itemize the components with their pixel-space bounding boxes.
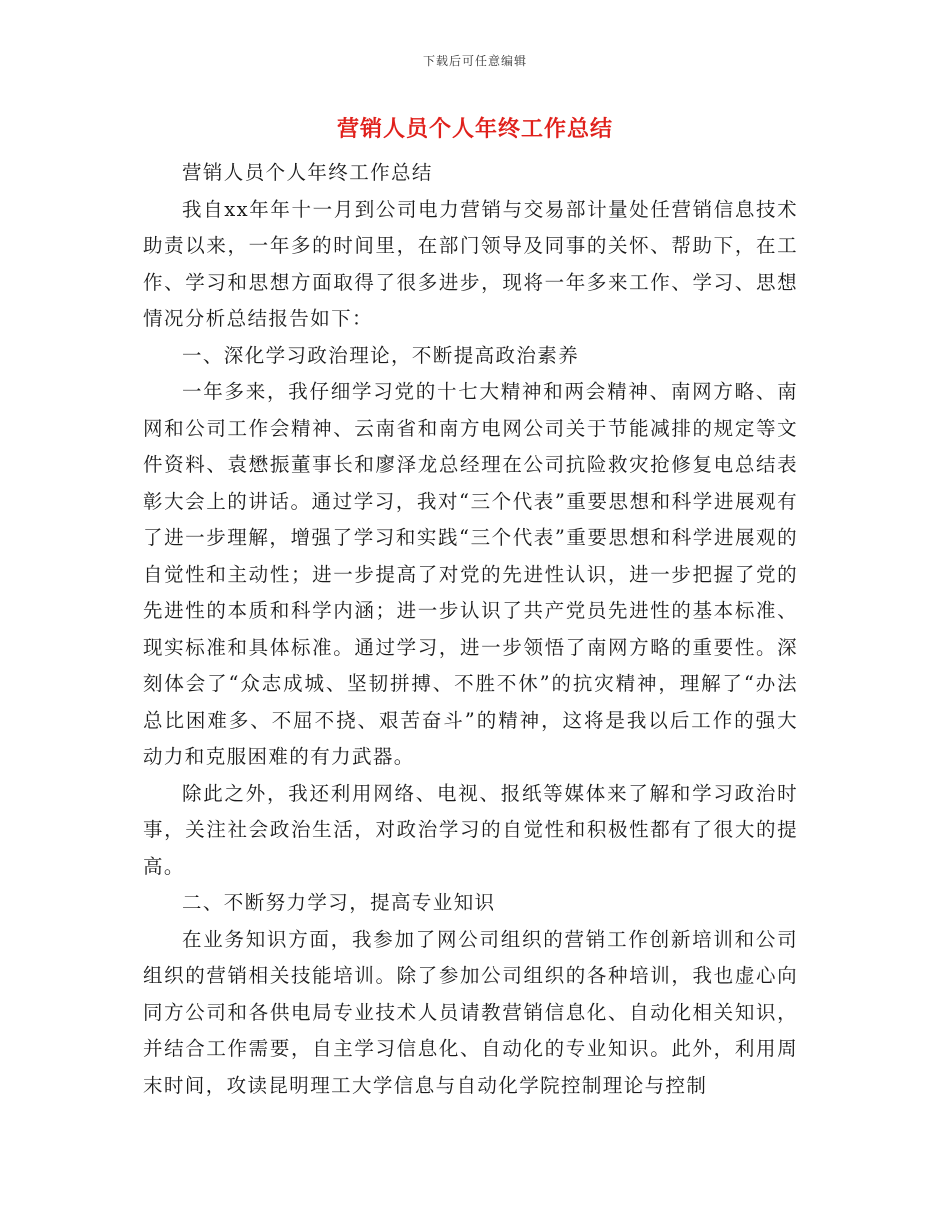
paragraph-section-1-extra: 除此之外，我还利用网络、电视、报纸等媒体来了解和学习政治时事，关注社会政治生活，对政治学习的自觉性和积极性都有了很大的提高。 bbox=[143, 781, 798, 878]
document-title: 营销人员个人年终工作总结 bbox=[336, 116, 613, 142]
paragraph-intro: 我自xx年年十一月到公司电力营销与交易部计量处任营销信息技术助责以来，一年多的时间里，在部门领导及同事的关怀、帮助下，在工作、学习和思想方面取得了很多进步，现将一年多来工作、学习、思想情况分析总结报告如下： bbox=[143, 197, 798, 330]
paragraph-section-2: 在业务知识方面，我参加了网公司组织的营销工作创新培训和公司组织的营销相关技能培训。除了参加公司组织的各种培训，我也虚心向同方公司和各供电局专业技术人员请教营销信息化、自动化相关知识，并结合工作需要，自主学习信息化、自动化的专业知识。此外，利用周末时间，攻读昆明理工大学信息与自动化学院控制理论与控制 bbox=[143, 927, 798, 1097]
paragraph-subtitle: 营销人员个人年终工作总结 bbox=[182, 161, 433, 184]
section-heading-1: 一、深化学习政治理论，不断提高政治素养 bbox=[182, 343, 580, 367]
paragraph-section-1: 一年多来，我仔细学习党的十七大精神和两会精神、南网方略、南网和公司工作会精神、云南省和南方电网公司关于节能减排的规定等文件资料、袁懋振董事长和廖泽龙总经理在公司抗险救灾抢修复电总结表彰大会上的讲话。通过学习，我对“三个代表”重要思想和科学进展观有了进一步理解，增强了学习和实践“三个代表”重要思想和科学进展观的自觉性和主动性；进一步提高了对党的先进性认识，进一步把握了党的先进性的本质和科学内涵；进一步认识了共产党员先进性的基本标准、现实标准和具体标准。通过学习，进一步领悟了南网方略的重要性。深刻体会了“众志成城、坚韧拼搏、不胜不休”的抗灾精神，理解了“办法总比困难多、不屈不挠、艰苦奋斗”的精神，这将是我以后工作的强大动力和克服困难的有力武器。 bbox=[143, 380, 798, 768]
header-note: 下载后可任意编辑 bbox=[422, 54, 527, 68]
section-heading-2: 二、不断努力学习，提高专业知识 bbox=[182, 891, 496, 914]
document-body bbox=[143, 155, 798, 1104]
